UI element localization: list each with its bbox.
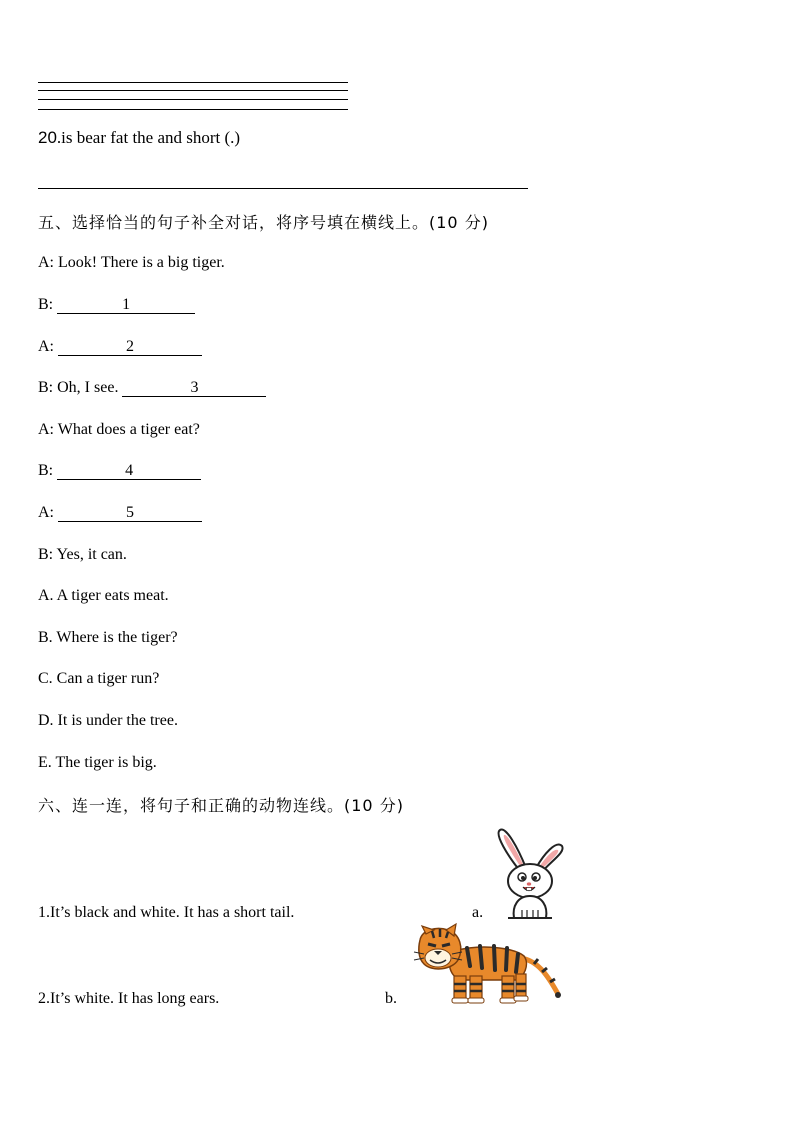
option-c: C. Can a tiger run? (38, 670, 160, 687)
answer-line-3 (38, 99, 348, 100)
speaker-label: B: (38, 379, 54, 396)
answer-line-1 (38, 82, 348, 83)
dialogue-text: Yes, it can. (56, 546, 127, 563)
dialogue-line-8 (38, 546, 127, 564)
speaker-label: B: (38, 296, 54, 313)
speaker-label: A: (38, 504, 54, 521)
speaker-label: A: (38, 338, 54, 355)
question-20-answer-line (38, 188, 528, 189)
dialogue-line-6 (38, 462, 201, 480)
match-letter-b: b. (385, 990, 397, 1007)
question-number: 20 (38, 128, 57, 147)
dialogue-text: What does a tiger eat? (57, 421, 200, 438)
section-6-heading: 六、连一连，将句子和正确的动物连线。(10 分) (38, 796, 404, 815)
dialogue-line-1 (38, 254, 225, 272)
speaker-label: A: (38, 421, 54, 438)
rabbit-icon (490, 826, 570, 921)
option-a: A. A tiger eats meat. (38, 587, 169, 604)
match-sentence-2: 2.It’s white. It has long ears. (38, 990, 220, 1007)
tiger-icon (412, 926, 562, 1006)
dialogue-text: Oh, I see. (57, 379, 119, 396)
answer-line-2 (38, 90, 348, 91)
dialogue-line-7 (38, 504, 202, 522)
answer-blank-4[interactable]: 4 (57, 463, 201, 480)
dialogue-text: Look! There is a big tiger. (58, 254, 225, 271)
answer-blank-3[interactable]: 3 (122, 380, 266, 397)
speaker-label: B: (38, 546, 54, 563)
question-20 (38, 128, 240, 148)
section-5-heading: 五、选择恰当的句子补全对话，将序号填在横线上。(10 分) (38, 213, 489, 232)
dialogue-line-2 (38, 296, 195, 314)
answer-blank-1[interactable]: 1 (57, 297, 195, 314)
match-letter-a: a. (472, 904, 484, 921)
question-text: .is bear fat the and short (.) (56, 128, 241, 147)
answer-blank-5[interactable]: 5 (58, 505, 202, 522)
answer-line-4 (38, 109, 348, 110)
option-d: D. It is under the tree. (38, 712, 178, 729)
option-b: B. Where is the tiger? (38, 629, 178, 646)
dialogue-line-4 (38, 379, 266, 397)
speaker-label: A: (38, 254, 54, 271)
dialogue-line-3 (38, 338, 202, 356)
speaker-label: B: (38, 462, 54, 479)
dialogue-line-5 (38, 421, 200, 439)
answer-blank-2[interactable]: 2 (58, 339, 202, 356)
match-sentence-1: 1.It’s black and white. It has a short tail. (38, 904, 295, 921)
option-e: E. The tiger is big. (38, 754, 157, 771)
